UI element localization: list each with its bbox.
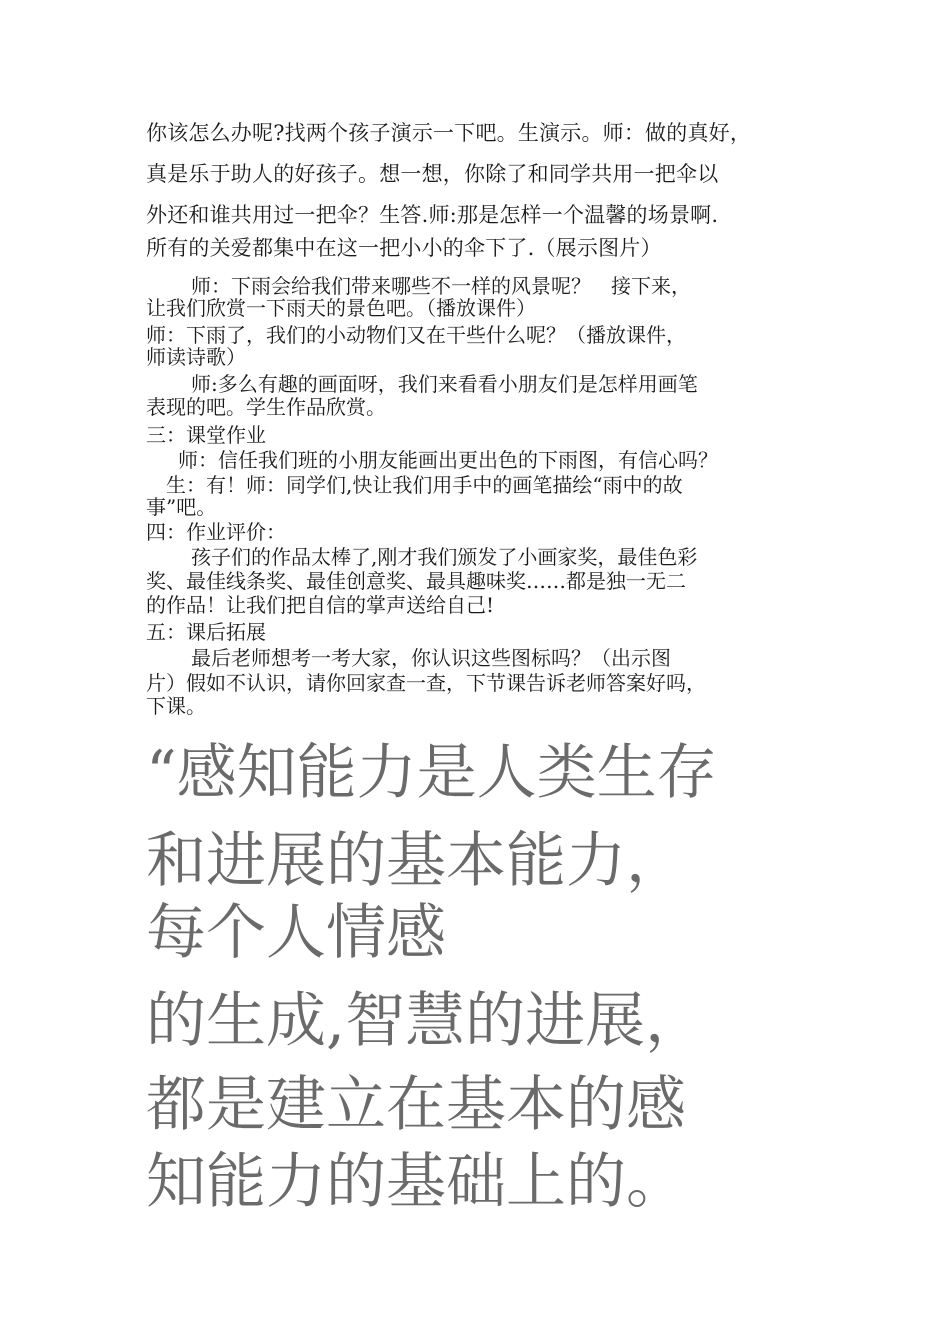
body-line: 师:多么有趣的画面呀，我们来看看小朋友们是怎样用画笔 [191, 372, 698, 396]
body-line: 下课。 [146, 694, 206, 718]
quote-line: 都是建立在基本的感 [146, 1070, 686, 1140]
body-line: 孩子们的作品太棒了,刚才我们颁发了小画家奖，最佳色彩 [191, 545, 698, 569]
body-line: 奖、最佳线条奖、最佳创意奖、最具趣味奖……都是独一无二 [146, 569, 686, 593]
quote-line: 每个人情感 [146, 898, 446, 968]
paragraph-line: 你该怎么办呢?找两个孩子演示一下吧。生演示。师：做的真好， [146, 121, 752, 145]
section-heading: 五：课后拓展 [146, 620, 266, 644]
body-line: 事”吧。 [146, 495, 217, 519]
quote-line: 和进展的基本能力， [146, 826, 686, 896]
body-line: 师：信任我们班的小朋友能画出更出色的下雨图，有信心吗？ [178, 448, 718, 472]
paragraph-line: 所有的关爱都集中在这一把小小的伞下了.（展示图片） [146, 236, 662, 260]
body-line: 表现的吧。学生作品欣赏。 [146, 395, 386, 419]
body-line: 让我们欣赏一下雨天的景色吧。（播放课件） [146, 296, 536, 320]
quote-line: 知能力的基础上的。 [146, 1147, 686, 1217]
body-line: 师读诗歌） [146, 345, 246, 369]
quote-line: “感知能力是人类生存 [146, 738, 717, 808]
quote-line: 的生成,智慧的进展， [146, 986, 706, 1056]
section-heading: 三：课堂作业 [146, 423, 266, 447]
paragraph-line: 真是乐于助人的好孩子。想一想，你除了和同学共用一把伞以 [146, 162, 719, 186]
body-line: 生：有！师：同学们,快让我们用手中的画笔描绘“雨中的故 [166, 473, 683, 497]
body-line: 师：下雨了，我们的小动物们又在干些什么呢？（播放课件， [146, 323, 686, 347]
section-heading: 四：作业评价： [146, 520, 286, 544]
body-line: 的作品！让我们把自信的掌声送给自己! [146, 593, 495, 617]
body-line: 最后老师想考一考大家，你认识这些图标吗？（出示图 [191, 646, 671, 670]
body-line: 师：下雨会给我们带来哪些不一样的风景呢？ 接下来， [191, 274, 691, 298]
paragraph-line: 外还和谁共用过一把伞？生答.师:那是怎样一个温馨的场景啊. [146, 203, 719, 227]
body-line: 片）假如不认识，请你回家查一查，下节课告诉老师答案好吗， [146, 671, 706, 695]
